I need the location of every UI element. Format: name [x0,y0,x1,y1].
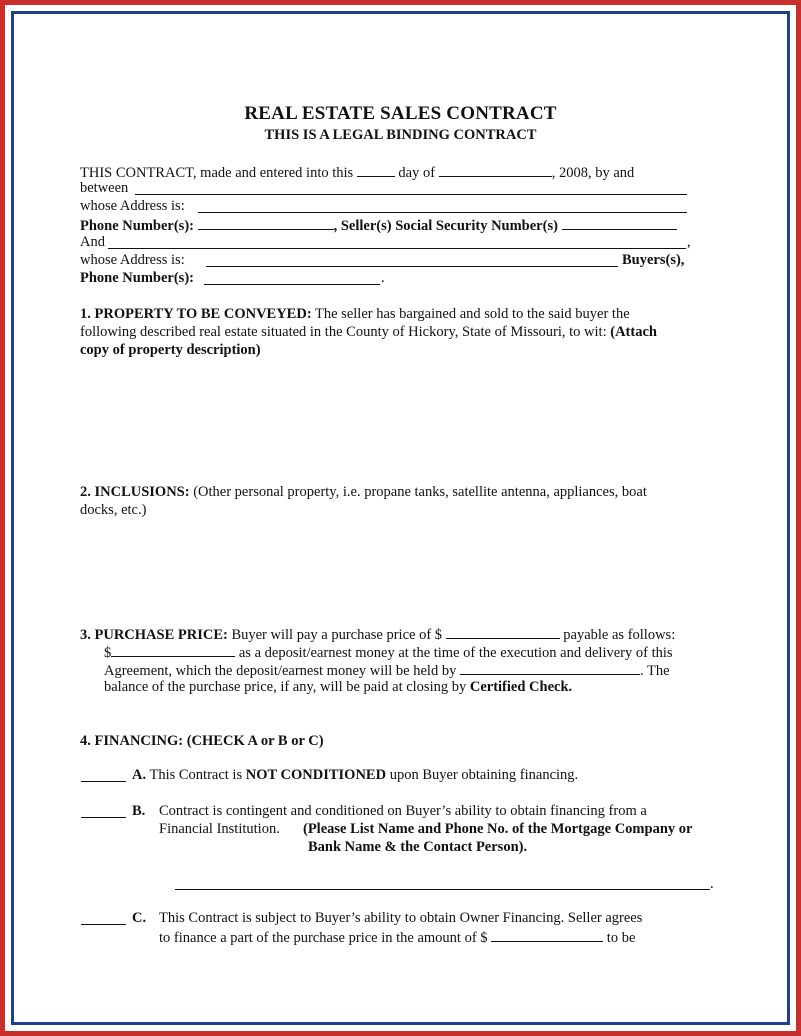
s4-a-label: A. [132,767,147,783]
intro-line-1 [80,163,634,182]
s3-line-4 [104,679,572,696]
deposit-holder-blank[interactable] [460,661,640,675]
intro-period: . [381,270,385,286]
seller-phone-blank[interactable] [198,216,334,230]
s4-text: This Contract is [146,767,246,783]
s3-heading: 3. PURCHASE PRICE: [80,627,228,643]
day-blank[interactable] [357,163,395,177]
s2-text: (Other personal property, i.e. propane tanks, satellite antenna, appliances, boat [189,484,647,500]
s3-certified-check: Certified Check. [469,679,573,695]
s4-b-line-2 [159,821,280,838]
s4-c-line-2 [159,928,635,947]
intro-address-label-2: whose Address is: [80,252,185,268]
option-c-checkbox[interactable] [81,924,126,925]
s4-a-line [132,767,578,784]
s3-text: . The [639,663,670,679]
s1-attach: (Attach [610,324,657,340]
intro-between: between [80,180,129,196]
s3-dollar: $ [104,645,112,661]
intro-text: , 2008, by and [551,165,635,181]
document-subtitle: THIS IS A LEGAL BINDING CONTRACT [264,127,537,143]
option-b-checkbox[interactable] [81,817,126,818]
s1-text: The seller has bargained and sold to the said buyer the [311,306,630,322]
s2-heading: 2. INCLUSIONS: [80,484,190,500]
month-blank[interactable] [439,163,552,177]
s3-line-3 [104,661,670,680]
s2-line-1 [80,484,647,501]
intro-comma: , [687,234,691,250]
seller-ssn-blank[interactable] [562,216,677,230]
s1-line-1 [80,306,630,323]
buyer-name-blank[interactable] [108,248,686,249]
s4-c-label: C. [132,910,147,926]
s4-text: to be [603,930,636,946]
seller-address-blank[interactable] [198,212,687,213]
buyer-phone-blank[interactable] [204,284,380,285]
buyer-address-blank[interactable] [206,266,618,267]
s4-b-line-1: Contract is contingent and conditioned on Buyer’s ability to obtain financing from a [159,803,647,819]
s1-heading: 1. PROPERTY TO BE CONVEYED: [80,306,312,322]
intro-phone-line [80,216,677,235]
s3-text: balance of the purchase price, if any, will be paid at closing by [104,679,470,695]
s3-line-2 [104,643,673,662]
option-a-checkbox[interactable] [81,781,126,782]
s1-text: following described real estate situated in the County of Hickory, State of Missouri, to wit: [80,324,611,340]
s4-heading: 4. FINANCING: (CHECK A or B or C) [80,733,324,749]
s3-text: Agreement, which the deposit/earnest money will be held by [104,663,457,679]
intro-buyers: Buyers(s), [622,252,685,268]
s4-b-label: B. [132,803,146,819]
s4-b-period: . [710,876,714,892]
s4-text: to finance a part of the purchase price in the amount of $ [159,930,488,946]
s4-b-bold-2: (Please List Name and Phone No. of the Mortgage Company or [303,821,693,837]
s4-text: upon Buyer obtaining financing. [386,767,579,783]
s4-b-bold-3: Bank Name & the Contact Person). [308,839,528,855]
s1-line-2 [80,324,657,341]
s4-not-conditioned: NOT CONDITIONED [245,767,387,783]
s3-line-1 [80,625,675,644]
deposit-blank[interactable] [111,643,235,657]
seller-name-blank[interactable] [135,194,687,195]
s4-text: Financial Institution. [159,821,280,837]
s3-text: payable as follows: [559,627,676,643]
ssn-label: , Seller(s) Social Security Number(s) [333,218,558,234]
intro-and: And [80,234,105,250]
s3-text: as a deposit/earnest money at the time of the execution and delivery of this [235,645,673,661]
document-title: REAL ESTATE SALES CONTRACT [244,103,557,124]
owner-finance-amount-blank[interactable] [491,928,603,942]
s4-c-line-1: This Contract is subject to Buyer’s ability to obtain Owner Financing. Seller agrees [159,910,643,926]
intro-text: day of [398,165,436,181]
purchase-price-blank[interactable] [446,625,560,639]
s2-line-2: docks, etc.) [80,502,147,518]
s1-line-3: copy of property description) [80,342,261,358]
intro-address-label: whose Address is: [80,198,185,214]
s3-text: Buyer will pay a purchase price of $ [227,627,446,643]
lender-info-blank[interactable] [175,889,710,890]
phone-label: Phone Number(s): [80,218,194,234]
intro-phone-label-2: Phone Number(s): [80,270,194,286]
intro-text: THIS CONTRACT, made and entered into this [80,165,354,181]
